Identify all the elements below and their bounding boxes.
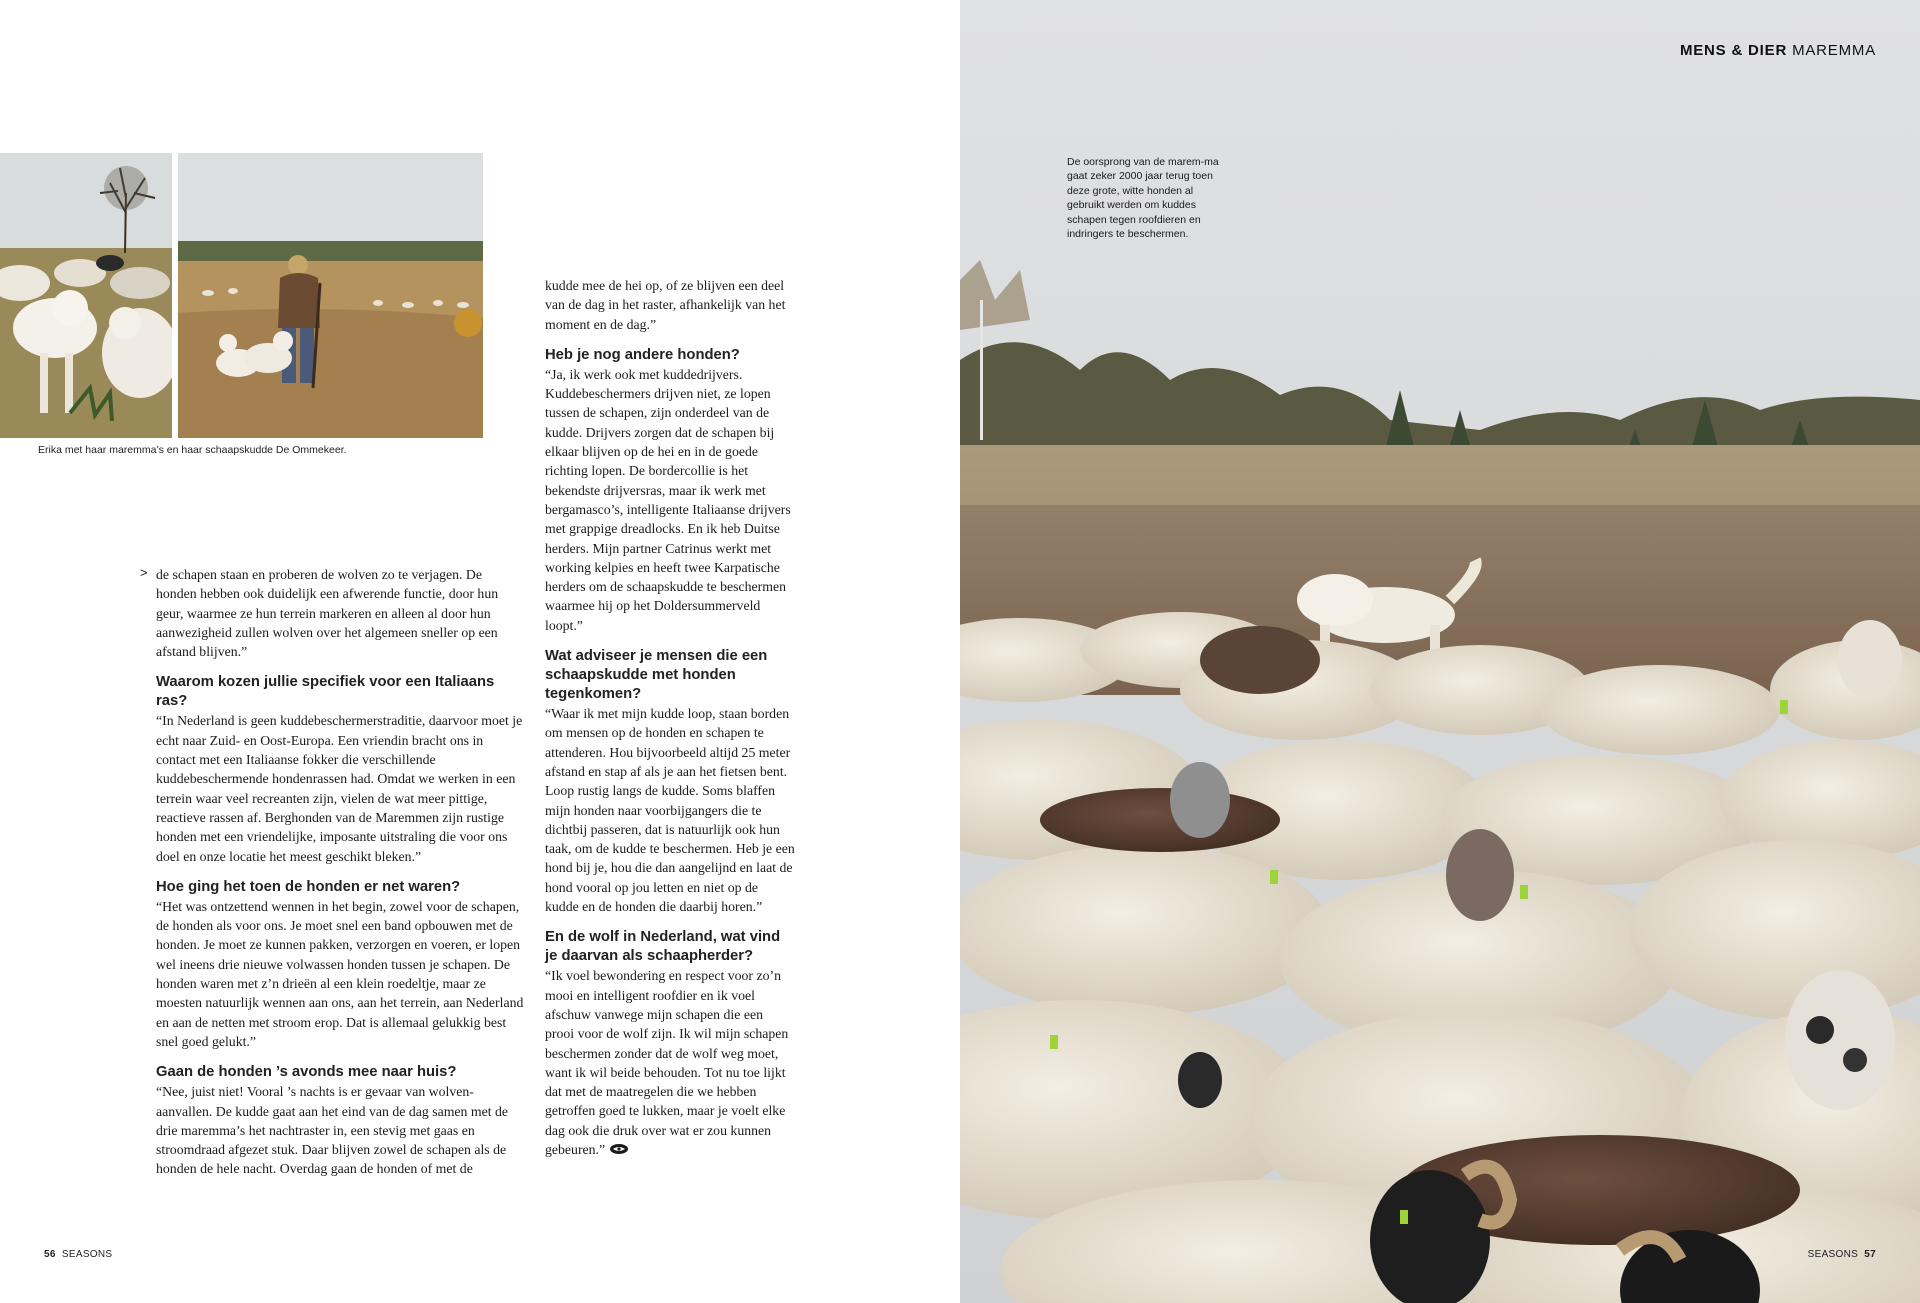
paragraph: de schapen staan en proberen de wolven zo te verjagen. De honden hebben ook duidelijk een afwerende functie, door hun geur, waarmee ze hun terrein markeren en alleen al door hun aanwezigheid zullen wolven over het algemeen sneller op een afstand blijven.” bbox=[156, 567, 499, 660]
text-column-1 bbox=[156, 565, 526, 1191]
folio-left bbox=[44, 1249, 112, 1260]
photo-dogs-with-sheep bbox=[0, 153, 172, 438]
interview-answer: “Nee, juist niet! Vooral ’s nachts is er gevaar van wolven-aanvallen. De kudde gaat aan het eind van de dag samen met de drie maremma’s het nachtraster in, een stevig met gaas en stroomdraad afgezet stuk. Daar blijven zowel de schapen als de honden de hele nacht. Overdag gaan de honden of met de bbox=[156, 1084, 509, 1177]
interview-answer: “Waar ik met mijn kudde loop, staan borden om mensen op de honden en schapen te attenderen. Hou bijvoorbeeld altijd 25 meter afstand en stap af als je aan het fietsen bent. Loop rustig langs de kudde. Soms blaffen mijn honden naar voorbijgangers die te dichtbij passeren, dat is natuurlijk ook hun taak, om de kudde te beschermen. Heb je een hond bij je, hou die dan aangelijnd en laat de hond vooral op jou letten en niet op de kudde en de honden die daarbij horen.” bbox=[545, 706, 795, 915]
folio-right bbox=[1808, 1249, 1876, 1260]
interview-answer: “Ja, ik werk ook met kuddedrijvers. Kuddebeschermers drijven niet, ze lopen tussen de schapen, zijn onderdeel van de kudde. Drijvers zorgen dat de schapen bij elkaar blijven op de hei en in de goede richting lopen. De bordercollie is het bekendste drijversras, maar ik werk met bergamasco’s, intelligente Italiaanse drijvers met grappige dreadlocks. En ik heb Duitse herders. Mijn partner Catrinus werkt met working kelpies en heeft twee Karpatische herders om de schaapskudde te beschermen waarmee hij op het Doldersummerveld loopt.” bbox=[545, 366, 791, 633]
page-number: 56 bbox=[44, 1249, 56, 1260]
continuation-marker: > bbox=[140, 565, 148, 580]
magazine-name: SEASONS bbox=[1807, 1249, 1859, 1260]
text-column-2 bbox=[545, 276, 795, 1172]
interview-answer: “In Nederland is geen kuddebeschermerstraditie, daarvoor moet je echt naar Zuid- en Oost-Europa. Een vriendin bracht ons in contact met een Italiaanse fokker die verschillende kuddebeschermende hondenrassen had. Omdat we werken in een terrein waar veel recreanten zijn, vielen de wat meer pittige, reactieve rassen af. Berghonden van de Maremmen zijn rustige honden met een vriendelijke, imposante uitstraling die voor ons doel en onze locatie het meest geschikt bleken.” bbox=[156, 713, 523, 864]
magazine-name: SEASONS bbox=[61, 1249, 113, 1260]
photo-caption: Erika met haar maremma’s en haar schaapskudde De Ommekeer. bbox=[38, 444, 347, 456]
photo-caption-right: De oorsprong van de marem-ma gaat zeker 2000 jaar terug toen deze grote, witte honden al gebruikt werden om kuddes schapen tegen roofdieren en indringers te beschermen. bbox=[1067, 156, 1219, 241]
right-page bbox=[960, 0, 1920, 1303]
interview-answer bbox=[545, 966, 795, 1160]
interview-answer: “Het was ontzettend wennen in het begin, zowel voor de schapen, de honden als voor ons. Je moet snel een band opbouwen met de honden. Je moet ze kunnen pakken, verzorgen en voeren, er lopen wel ineens drie nieuwe volwassen honden tussen je schapen. De honden waren met z’n drieën al een klein roedeltje, maar ze moesten natuurlijk wennen aan ons, aan het terrein, aan Nederland en aan de netten met stroom erop. Dat is allemaal gelukkig best snel goed gelukt.” bbox=[156, 898, 524, 1049]
photo-erika-with-dogs bbox=[178, 153, 483, 438]
interview-question: Wat adviseer je mensen die een schaapskudde met honden tegenkomen? bbox=[545, 648, 768, 703]
interview-question: En de wolf in Nederland, wat vind je daarvan als schaapherder? bbox=[545, 929, 781, 965]
section-label-bold: MENS & DIER bbox=[1679, 42, 1788, 59]
interview-question: Hoe ging het toen de honden er net waren? bbox=[156, 878, 461, 895]
final-answer-text: “Ik voel bewondering en respect voor zo’n mooi en intelligent roofdier en ik voel afschuw vanwege mijn schapen die een prooi voor de wolf zijn. Ik wil mijn schapen beschermen zonder dat de wolf weg moet, want ik wil beide behouden. Tot nu toe lijkt dat met de maatregelen die we hebben getroffen goed te lukken, maar je voelt elke dag ook die druk over wat er zou kunnen gebeuren.” bbox=[545, 968, 789, 1157]
section-label-light: MAREMMA bbox=[1792, 42, 1876, 59]
paragraph: kudde mee de hei op, of ze blijven een deel van de dag in het raster, afhankelijk van het moment en de dag.” bbox=[545, 278, 786, 332]
end-of-article-icon bbox=[609, 1141, 629, 1160]
page-number: 57 bbox=[1864, 1249, 1876, 1260]
interview-question: Gaan de honden ’s avonds mee naar huis? bbox=[156, 1064, 457, 1081]
section-header bbox=[1680, 42, 1876, 59]
interview-question: Heb je nog andere honden? bbox=[545, 346, 740, 363]
interview-question: Waarom kozen jullie specifiek voor een Italiaans ras? bbox=[156, 674, 495, 710]
